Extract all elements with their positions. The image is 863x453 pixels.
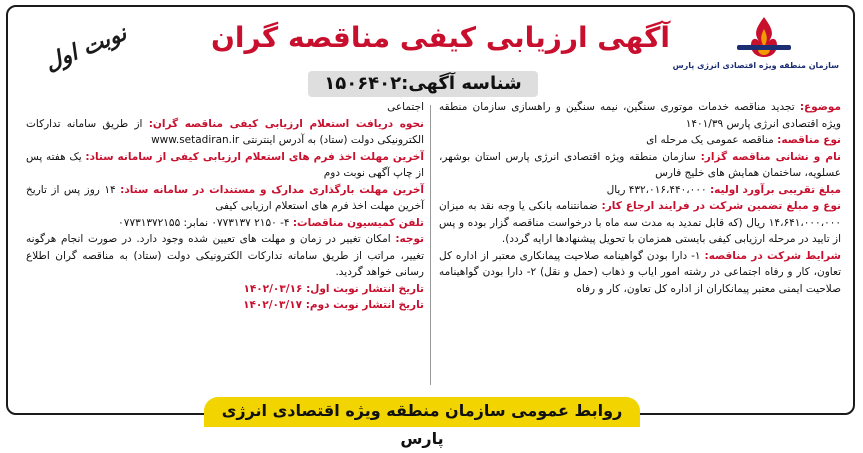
receive-method-label: نحوه دریافت استعلام ارزیابی کیفی مناقصه گران:: [148, 117, 424, 130]
notice-title: آگهی ارزیابی کیفی مناقصه گران: [211, 21, 670, 54]
guarantee-label: نوع و مبلغ تضمین شرکت در فرایند ارجاع کار:: [601, 200, 841, 212]
upload-deadline-text: ۱۴ روز پس از تاریخ آخرین مهلت اخذ فرم های استعلام ارزیابی کیفی: [26, 183, 424, 212]
organizer-text: سازمان منطقه ویژه اقتصادی انرژی پارس استان بوشهر، عسلویه، ساختمان همایش های خلیج فارس: [439, 150, 841, 179]
receive-method-text: از طریق سامانه تدارکات الکترونیکی دولت (ستاد) به آدرس اینترنتی www.setadiran.ir: [26, 117, 424, 146]
notice-frame: [6, 5, 855, 448]
tender-type-paragraph: [439, 132, 841, 149]
upload-deadline-paragraph: [26, 182, 424, 215]
logo-caption: سازمان منطقه ویژه اقتصادی انرژی پارس: [672, 61, 839, 70]
guarantee-paragraph: [439, 198, 841, 248]
first-publish-label: تاریخ انتشار نوبت اول:: [306, 282, 424, 295]
organizer-paragraph: [439, 149, 841, 182]
phone-label: تلفن کمیسیون مناقصات:: [292, 216, 424, 229]
phone-text: ۴- ۲۱۵۰ ۰۷۷۳۱۳۷ نمابر: ۰۷۷۳۱۳۷۲۱۵۵: [118, 216, 293, 229]
conditions-label: شرایط شرکت در مناقصه:: [704, 249, 842, 262]
note-paragraph: [26, 231, 424, 281]
estimate-text: ۴۳۲،۰۱۶،۴۴۰،۰۰۰ ریال: [606, 183, 710, 196]
subject-paragraph: [439, 99, 841, 132]
column-divider: [430, 105, 431, 385]
receive-method-paragraph: [26, 116, 424, 149]
first-publish-paragraph: [26, 281, 424, 298]
second-publish-paragraph: [26, 297, 424, 314]
second-publish-date: ۱۴۰۲/۰۳/۱۷: [243, 299, 306, 311]
conditions-paragraph: [439, 248, 841, 298]
subject-text: تجدید مناقصه خدمات موتوری سنگین، نیمه سنگین و راهسازی سازمان منطقه ویژه اقتصادی انرژی پارس ۱۴۰۱/۳۹: [439, 101, 841, 130]
tender-type-label: نوع مناقصه:: [777, 134, 841, 146]
flame-logo-icon: [729, 15, 799, 59]
public-relations-footer: روابط عمومی سازمان منطقه ویژه اقتصادی انرژی پارس: [204, 397, 640, 427]
organizer-label: نام و نشانی مناقصه گزار:: [700, 150, 841, 163]
note-label: توجه:: [395, 233, 424, 245]
organization-logo: [672, 15, 839, 83]
right-column: [439, 99, 841, 297]
ad-id-box: شناسه آگهی:۱۵۰۶۴۰۲: [308, 71, 538, 97]
conditions-text: ۱- دارا بودن گواهینامه صلاحیت پیمانکاری معتبر از اداره کل تعاون، کار و رفاه اجتماعی در رشته امور ایاب و ذهاب (حمل و نقل) ۲- دارا بودن گواهینامه صلاحیت ایمنی معتبر پیمانکاران از اداره کل تعاون، کار و رفاه: [439, 249, 841, 295]
upload-deadline-label: آخرین مهلت بارگذاری مدارک و مستندات در سامانه ستاد:: [120, 183, 424, 196]
conditions-continued-paragraph: [26, 99, 424, 116]
second-publish-label: تاریخ انتشار نوبت دوم:: [305, 299, 424, 311]
tender-type-text: مناقصه عمومی یک مرحله ای: [646, 134, 778, 146]
subject-label: موضوع:: [799, 101, 841, 113]
first-publish-date: ۱۴۰۲/۰۳/۱۶: [243, 282, 307, 295]
guarantee-text: ضمانتنامه بانکی یا وجه نقد به میزان ۱۴،۶۴۱،۰۰۰،۰۰۰ ریال (که قابل تمدید به مدت سه ماه با درخواست مناقصه گزار بوده و پس از تایید در مرحله ارزیابی کیفی بایستی همزمان با تحویل پیشنهادها ارایه گردد).: [439, 200, 841, 245]
conditions-continued-text: اجتماعی: [387, 101, 424, 113]
form-deadline-label: آخرین مهلت اخذ فرم های استعلام ارزیابی کیفی از سامانه ستاد:: [85, 150, 424, 163]
left-column: [26, 99, 424, 314]
estimate-paragraph: [439, 182, 841, 199]
form-deadline-text: یک هفته پس از چاپ آگهی نوبت دوم: [26, 150, 424, 179]
round-badge: نوبت اول: [41, 20, 131, 77]
note-text: امکان تغییر در زمان و مهلت های تعیین شده وجود دارد. در صورت انجام هرگونه تغییر، مراتب از طریق سامانه تدارکات الکترونیکی دولت (ستاد) به مناقصه گران اطلاع رسانی خواهد گردید.: [26, 233, 424, 278]
form-deadline-paragraph: [26, 149, 424, 182]
estimate-label: مبلغ تقریبی برآورد اولیه:: [709, 183, 841, 196]
phone-paragraph: [26, 215, 424, 232]
